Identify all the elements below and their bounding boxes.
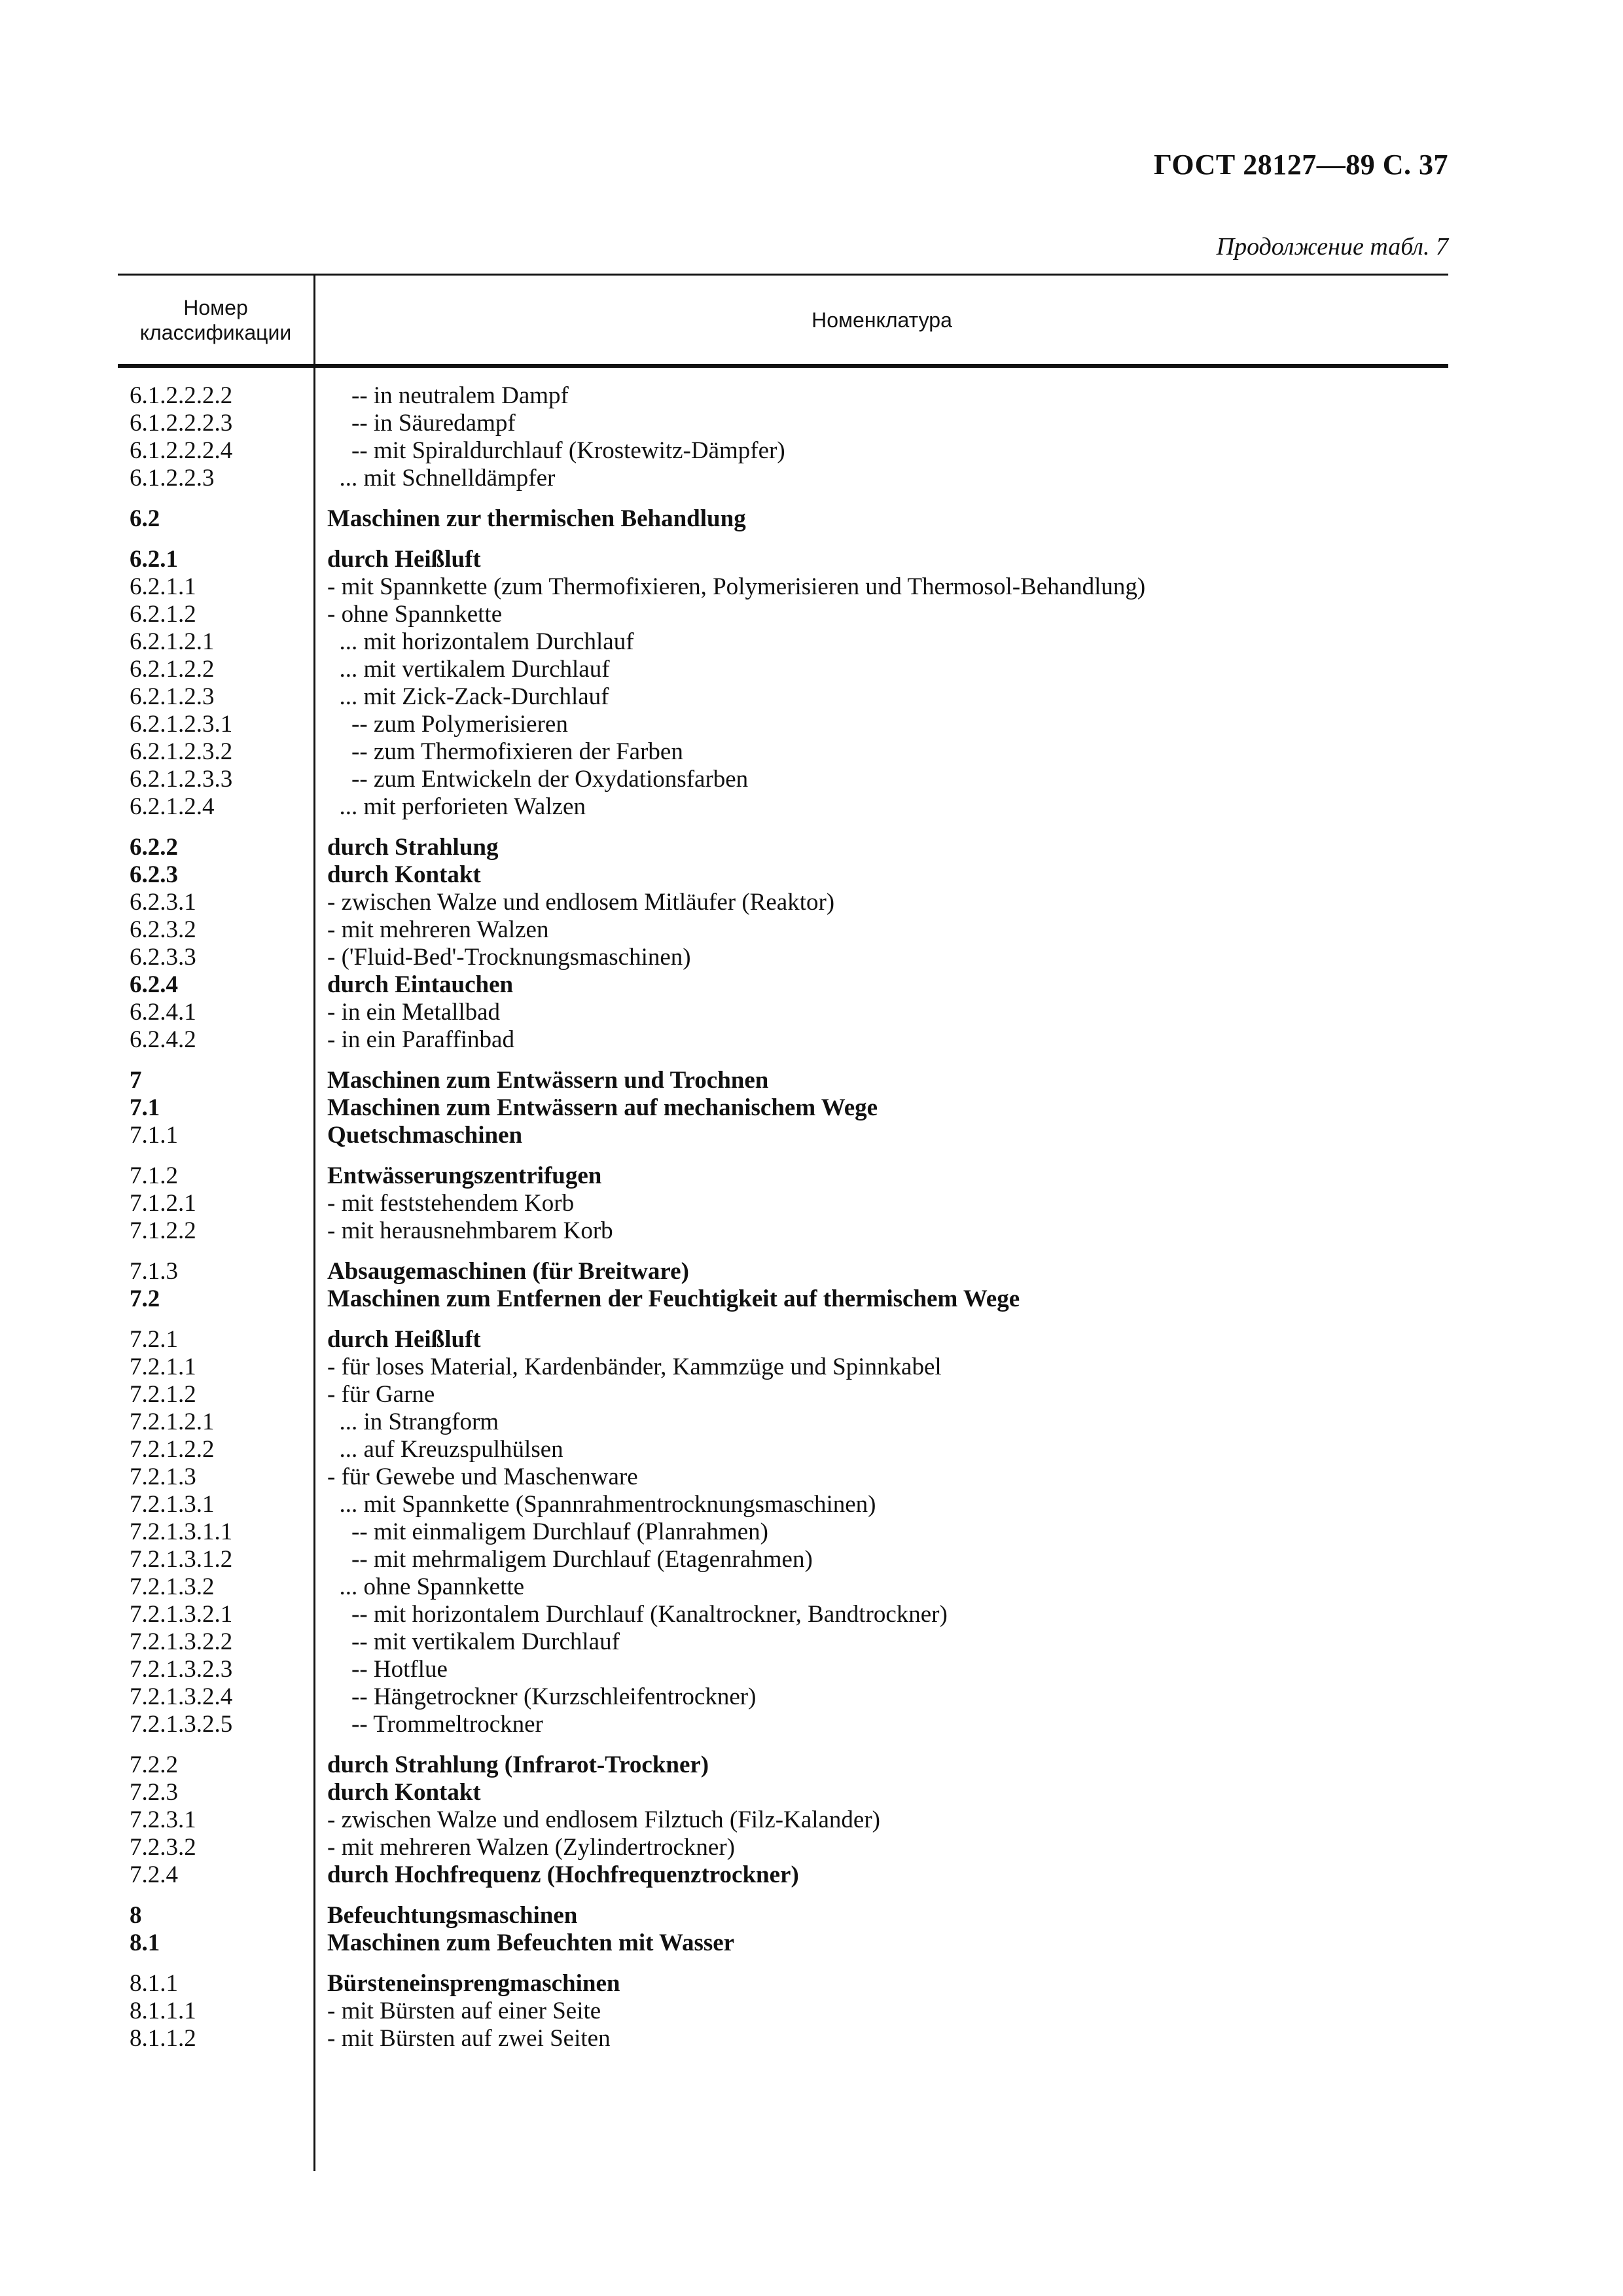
nomenclature-text: -- mit Spiraldurchlauf (Krostewitz-Dämpfer): [327, 437, 785, 464]
table-continuation-note: Продолжение табл. 7: [1216, 233, 1448, 260]
table-row: [118, 546, 1448, 573]
table-row: [118, 1546, 1448, 1573]
nomenclature-text: -- Hotflue: [327, 1656, 448, 1683]
table-row: [118, 382, 1448, 410]
nomenclature-text: Bürsteneinsprengmaschinen: [327, 1970, 620, 1997]
table-row: [118, 1998, 1448, 2025]
classification-code: 6.1.2.2.2.3: [130, 410, 233, 437]
classification-code: 6.1.2.2.2.2: [130, 382, 233, 409]
nomenclature-text: - zwischen Walze und endlosem Filztuch (Filz-Kalander): [327, 1806, 881, 1833]
table-row: [118, 1779, 1448, 1806]
table-row: [118, 1026, 1448, 1054]
table-row: [118, 1285, 1448, 1313]
classification-code: 6.2.1.2.3.3: [130, 766, 233, 793]
nomenclature-text: durch Heißluft: [327, 1326, 481, 1353]
classification-code: 6.2.4.2: [130, 1026, 196, 1053]
nomenclature-text: -- Trommeltrockner: [327, 1711, 543, 1738]
classification-code: 6.2.3.1: [130, 889, 196, 916]
nomenclature-text: Quetschmaschinen: [327, 1122, 523, 1149]
table-row: [118, 1601, 1448, 1628]
classification-code: 7.2.3.1: [130, 1806, 196, 1833]
table-row: [118, 861, 1448, 889]
table-row: [118, 601, 1448, 628]
row-group: [118, 834, 1448, 1054]
table-row: [118, 1711, 1448, 1738]
table-row: [118, 999, 1448, 1026]
nomenclature-text: Maschinen zur thermischen Behandlung: [327, 505, 746, 532]
row-group: [118, 1258, 1448, 1313]
classification-code: 7.1.2: [130, 1162, 178, 1189]
row-group: [118, 1162, 1448, 1245]
row-group: [118, 505, 1448, 533]
nomenclature-text: ... mit Spannkette (Spannrahmentrocknungsmaschinen): [327, 1491, 876, 1518]
nomenclature-text: durch Strahlung (Infrarot-Trockner): [327, 1751, 709, 1778]
column-header-name-label: Номенклатура: [812, 308, 952, 332]
table-row: [118, 1751, 1448, 1779]
classification-code: 7: [130, 1067, 142, 1094]
table-row: [118, 1354, 1448, 1381]
nomenclature-text: Maschinen zum Entwässern und Trochnen: [327, 1067, 769, 1094]
row-group: [118, 382, 1448, 492]
table-row: [118, 1162, 1448, 1190]
classification-code: 6.2.3: [130, 861, 178, 888]
table-row: [118, 766, 1448, 793]
table-row: [118, 1094, 1448, 1122]
classification-code: 8: [130, 1902, 142, 1929]
nomenclature-text: - für Gewebe und Maschenware: [327, 1463, 638, 1490]
classification-code: 7.1.2.1: [130, 1190, 196, 1217]
nomenclature-text: - mit Bürsten auf zwei Seiten: [327, 2025, 611, 2052]
classification-code: 7.2.4: [130, 1861, 178, 1888]
nomenclature-text: -- in Säuredampf: [327, 410, 516, 437]
table-row: [118, 1408, 1448, 1436]
table-row: [118, 1190, 1448, 1217]
table-row: [118, 1491, 1448, 1518]
table-row: [118, 1861, 1448, 1889]
classification-code: 6.2.1.2.3.2: [130, 738, 233, 765]
table-row: [118, 834, 1448, 861]
classification-code: 7.2.1.3.1.2: [130, 1546, 233, 1573]
nomenclature-text: ... mit vertikalem Durchlauf: [327, 656, 610, 683]
classification-code: 6.2.1.1: [130, 573, 196, 600]
classification-code: 7.2.1.1: [130, 1354, 196, 1380]
nomenclature-text: Maschinen zum Entfernen der Feuchtigkeit auf thermischem Wege: [327, 1285, 1020, 1312]
nomenclature-text: -- zum Thermofixieren der Farben: [327, 738, 683, 765]
table-row: [118, 1929, 1448, 1957]
nomenclature-text: - in ein Metallbad: [327, 999, 501, 1026]
table-row: [118, 1628, 1448, 1656]
table-body: [118, 368, 1448, 2053]
table-row: [118, 1067, 1448, 1094]
nomenclature-text: - für Garne: [327, 1381, 435, 1408]
classification-code: 7.2.3: [130, 1779, 178, 1806]
table-row: [118, 1381, 1448, 1408]
classification-code: 6.2.1.2.2: [130, 656, 215, 683]
table-row: [118, 944, 1448, 971]
nomenclature-text: durch Eintauchen: [327, 971, 514, 998]
classification-code: 7.2.1.2.1: [130, 1408, 215, 1435]
classification-code: 7.1.3: [130, 1258, 178, 1285]
nomenclature-text: Maschinen zum Befeuchten mit Wasser: [327, 1929, 735, 1956]
nomenclature-text: durch Kontakt: [327, 861, 481, 888]
nomenclature-text: - mit mehreren Walzen: [327, 916, 549, 943]
nomenclature-text: ... in Strangform: [327, 1408, 499, 1435]
row-group: [118, 1067, 1448, 1149]
nomenclature-text: -- mit vertikalem Durchlauf: [327, 1628, 620, 1655]
table-row: [118, 1326, 1448, 1354]
classification-code: 7.2.1.3.2.1: [130, 1601, 233, 1628]
classification-code: 7.2.1.3.2: [130, 1573, 215, 1600]
classification-code: 7.2.1.3.2.5: [130, 1711, 233, 1738]
nomenclature-text: - ohne Spannkette: [327, 601, 503, 628]
classification-table: [118, 274, 1448, 2066]
nomenclature-text: - in ein Paraffinbad: [327, 1026, 514, 1053]
classification-code: 6.1.2.2.2.4: [130, 437, 233, 464]
classification-code: 7.1.2.2: [130, 1217, 196, 1244]
table-row: [118, 1970, 1448, 1998]
classification-code: 6.2.4: [130, 971, 178, 998]
column-header-name: [315, 276, 1448, 364]
classification-code: 7.2.1.2: [130, 1381, 196, 1408]
nomenclature-text: Entwässerungszentrifugen: [327, 1162, 602, 1189]
table-row: [118, 1834, 1448, 1861]
classification-code: 8.1.1.1: [130, 1998, 196, 2024]
classification-code: 7.1: [130, 1094, 160, 1121]
nomenclature-text: -- mit mehrmaligem Durchlauf (Etagenrahmen): [327, 1546, 813, 1573]
classification-code: 6.2.1: [130, 546, 178, 573]
page-header: ГОСТ 28127—89 С. 37: [1153, 149, 1448, 181]
nomenclature-text: durch Heißluft: [327, 546, 481, 573]
classification-code: 7.2.1.3.1: [130, 1491, 215, 1518]
table-row: [118, 2025, 1448, 2053]
classification-code: 6.2.1.2: [130, 601, 196, 628]
nomenclature-text: ... ohne Spannkette: [327, 1573, 525, 1600]
nomenclature-text: -- zum Polymerisieren: [327, 711, 568, 738]
classification-code: 7.2.1.2.2: [130, 1436, 215, 1463]
nomenclature-text: Maschinen zum Entwässern auf mechanischem Wege: [327, 1094, 878, 1121]
table-row: [118, 628, 1448, 656]
classification-code: 6.2.3.2: [130, 916, 196, 943]
nomenclature-text: durch Hochfrequenz (Hochfrequenztrockner): [327, 1861, 799, 1888]
table-row: [118, 465, 1448, 492]
nomenclature-text: - mit herausnehmbarem Korb: [327, 1217, 613, 1244]
nomenclature-text: ... mit horizontalem Durchlauf: [327, 628, 634, 655]
classification-code: 8.1.1: [130, 1970, 178, 1997]
nomenclature-text: durch Strahlung: [327, 834, 499, 861]
table-row: [118, 1902, 1448, 1929]
nomenclature-text: -- in neutralem Dampf: [327, 382, 569, 409]
nomenclature-text: ... auf Kreuzspulhülsen: [327, 1436, 563, 1463]
row-group: [118, 1902, 1448, 1957]
table-row: [118, 1217, 1448, 1245]
nomenclature-text: - mit mehreren Walzen (Zylindertrockner): [327, 1834, 736, 1861]
nomenclature-text: -- Hängetrockner (Kurzschleifentrockner): [327, 1683, 757, 1710]
nomenclature-text: Absaugemaschinen (für Breitware): [327, 1258, 689, 1285]
table-row: [118, 1258, 1448, 1285]
classification-code: 6.2.1.2.4: [130, 793, 215, 820]
row-group: [118, 546, 1448, 821]
classification-code: 6.2.1.2.3: [130, 683, 215, 710]
nomenclature-text: ... mit perforieten Walzen: [327, 793, 586, 820]
table-row: [118, 1573, 1448, 1601]
row-group: [118, 1326, 1448, 1738]
classification-code: 7.2.1.3: [130, 1463, 196, 1490]
nomenclature-text: ... mit Zick-Zack-Durchlauf: [327, 683, 609, 710]
table-row: [118, 410, 1448, 437]
classification-code: 6.1.2.2.3: [130, 465, 215, 492]
table-row: [118, 656, 1448, 683]
table-row: [118, 683, 1448, 711]
nomenclature-text: - zwischen Walze und endlosem Mitläufer (Reaktor): [327, 889, 835, 916]
nomenclature-text: - mit Spannkette (zum Thermofixieren, Polymerisieren und Thermosol-Behandlung): [327, 573, 1146, 600]
table-row: [118, 711, 1448, 738]
classification-code: 7.2.2: [130, 1751, 178, 1778]
nomenclature-text: -- zum Entwickeln der Oxydationsfarben: [327, 766, 749, 793]
table-row: [118, 1436, 1448, 1463]
table-header: [118, 274, 1448, 368]
nomenclature-text: -- mit einmaligem Durchlauf (Planrahmen): [327, 1518, 769, 1545]
nomenclature-text: - mit feststehendem Korb: [327, 1190, 575, 1217]
row-group: [118, 1970, 1448, 2053]
classification-code: 8.1.1.2: [130, 2025, 196, 2052]
classification-code: 7.2.1.3.2.4: [130, 1683, 233, 1710]
nomenclature-text: durch Kontakt: [327, 1779, 481, 1806]
table-row: [118, 1518, 1448, 1546]
table-row: [118, 1122, 1448, 1149]
table-row: [118, 1683, 1448, 1711]
classification-code: 7.1.1: [130, 1122, 178, 1149]
table-row: [118, 916, 1448, 944]
classification-code: 6.2.1.2.3.1: [130, 711, 233, 738]
table-row: [118, 971, 1448, 999]
classification-code: 7.2.1.3.2.3: [130, 1656, 233, 1683]
nomenclature-text: - für loses Material, Kardenbänder, Kammzüge und Spinnkabel: [327, 1354, 942, 1380]
classification-code: 7.2.1.3.2.2: [130, 1628, 233, 1655]
table-row: [118, 738, 1448, 766]
classification-code: 7.2.3.2: [130, 1834, 196, 1861]
table-row: [118, 1463, 1448, 1491]
table-row: [118, 889, 1448, 916]
table-row: [118, 437, 1448, 465]
classification-code: 7.2: [130, 1285, 160, 1312]
classification-code: 7.2.1: [130, 1326, 178, 1353]
nomenclature-text: -- mit horizontalem Durchlauf (Kanaltrockner, Bandtrockner): [327, 1601, 948, 1628]
nomenclature-text: ... mit Schnelldämpfer: [327, 465, 556, 492]
nomenclature-text: - mit Bürsten auf einer Seite: [327, 1998, 601, 2024]
row-group: [118, 1751, 1448, 1889]
nomenclature-text: - ('Fluid-Bed'-Trocknungsmaschinen): [327, 944, 691, 971]
classification-code: 8.1: [130, 1929, 160, 1956]
classification-code: 6.2.3.3: [130, 944, 196, 971]
column-header-code: [118, 276, 315, 364]
table-row: [118, 1656, 1448, 1683]
classification-code: 6.2.1.2.1: [130, 628, 215, 655]
table-row: [118, 505, 1448, 533]
table-row: [118, 573, 1448, 601]
table-row: [118, 793, 1448, 821]
classification-code: 6.2: [130, 505, 160, 532]
classification-code: 7.2.1.3.1.1: [130, 1518, 233, 1545]
column-header-code-label: Номер классификации: [139, 295, 292, 344]
table-row: [118, 1806, 1448, 1834]
classification-code: 6.2.2: [130, 834, 178, 861]
nomenclature-text: Befeuchtungsmaschinen: [327, 1902, 578, 1929]
classification-code: 6.2.4.1: [130, 999, 196, 1026]
